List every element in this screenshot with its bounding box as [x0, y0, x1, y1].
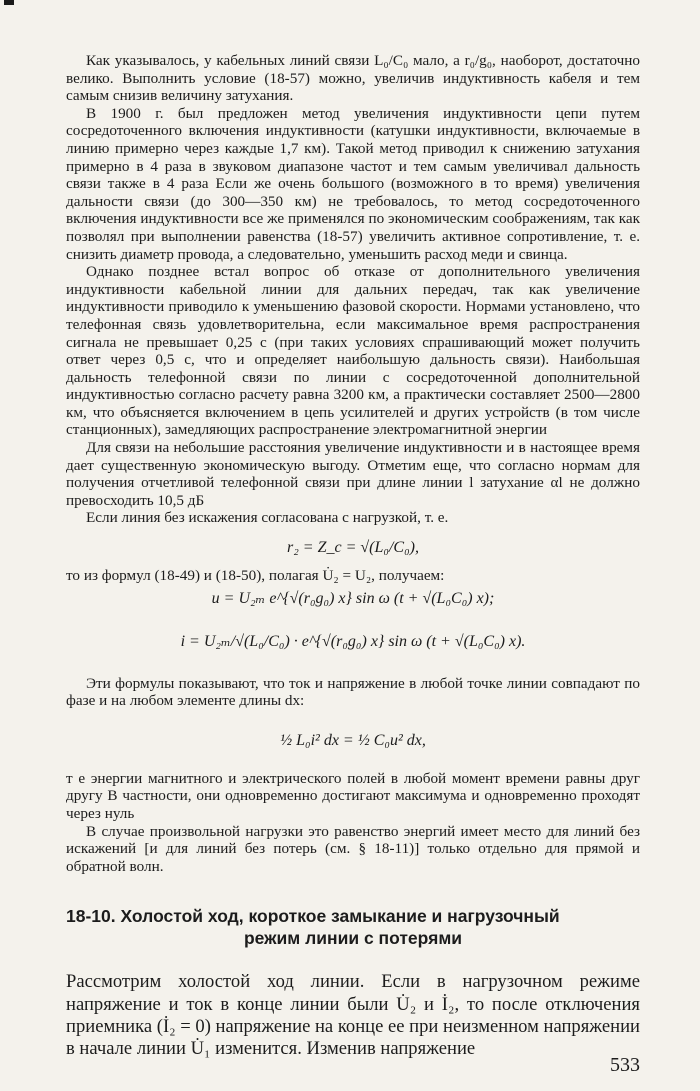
page-number: 533 [610, 1054, 640, 1076]
paragraph-2: В 1900 г. был предложен метод увеличения индуктивности цепи путем сосредоточенного включения индуктивности (катушки индуктивности, включаемые в линию примерно через каждые 1,7 км). Такой метод приводил к снижению затухания примерно в 4 раза в звуковом диапазоне частот и тем самым увеличивал дальность связи также в 4 раза Если же очень большого (возможного в то время) увеличения дальности связи (до 300—350 км) не требовалось, то метод сосредоточенного включения индуктивности все же применялся по экономическим соображениям, так как позволял при выполнении равенства (18-57) увеличить активное сопротивление, т. е. снизить диаметр провода, а следовательно, уменьшить расход меди и свинца. [66, 104, 640, 263]
paragraph-8: т е энергии магнитного и электрического полей в любой момент времени равны друг другу В частности, они одновременно достигают максимума и одновременно проходят через нуль [66, 769, 640, 822]
section-title-line-1: 18-10. Холостой ход, короткое замыкание и нагрузочный [66, 906, 560, 927]
section-title-line-2: режим линии с потерями [243, 928, 463, 949]
page-content [66, 52, 640, 1060]
formula-current: i = U₂ₘ/√(L₀/C₀) · e^{√(r₀g₀) x} sin ω (t + √(L₀C₀) x). [180, 632, 526, 650]
paragraph-5: Если линия без искажения согласована с нагрузкой, т. е. [86, 509, 449, 527]
section-body: Рассмотрим холостой ход линии. Если в нагрузочном режиме напряжение и ток в конце линии были U̇₂ и İ₂, то после отключения приемника (İ₂ = 0) напряжение на конце ее при неизменном напряжении в начале линии U̇₁ изменится. Изменив напряжение [66, 971, 640, 1059]
paragraph-3: Однако позднее встал вопрос об отказе от дополнительного увеличения индуктивности кабельной линии для дальних передач, так как увеличение индуктивности приводило к уменьшению фазовой скорости. Нормами установлено, что телефонная связь удовлетворительна, если максимальное время распространения сигнала не превышает 0,25 с (при таких условиях спрашивающий может получить ответ через 0,5 с, что и определяет наибольшую дальность связи). Наибольшая дальность телефонной связи по линии с сосредоточенной дополнительной индуктивностью согласно расчету равна 3200 км, а практически составляет 2500—2800 км, что объясняется включением в цепь усилителей и других устройств (в том числе станционных), замедляющих распространение электромагнитной энергии [66, 263, 640, 439]
paragraph-1: Как указывалось, у кабельных линий связи L₀/C₀ мало, а r₀/g₀, наоборот, достаточно велико. Выполнить условие (18-57) можно, увеличив индуктивность кабеля и тем самым снизив величину затухания. [66, 52, 640, 105]
paragraph-4: Для связи на небольшие расстояния увеличение индуктивности и в настоящее время дает существенную экономическую выгоду. Отметим еще, что согласно нормам для получения отчетливой телефонной связи при длине линии l затухание αl не должно превосходить 10,5 дБ [66, 439, 640, 509]
paragraph-6: то из формул (18-49) и (18-50), полагая U̇₂ = U₂, получаем: [66, 567, 445, 585]
paragraph-9: В случае произвольной нагрузки это равенство энергий имеет место для линий без искажений [и для линий без потерь (см. § 18-11)] только отдельно для прямой и обратной волн. [66, 822, 640, 875]
paragraph-7: Эти формулы показывают, что ток и напряжение в любой точке линии совпадают по фазе и на любом элементе длины dx: [66, 674, 640, 710]
formula-energy-equality: ½ L₀i² dx = ½ C₀u² dx, [280, 731, 426, 749]
scan-corner-mark [4, 0, 14, 5]
section-heading [66, 905, 640, 949]
formula-matched-load: r₂ = Z_c = √(L₀/C₀), [287, 539, 419, 557]
formula-voltage: u = U₂ₘ e^{√(r₀g₀) x} sin ω (t + √(L₀C₀) x); [211, 589, 495, 607]
